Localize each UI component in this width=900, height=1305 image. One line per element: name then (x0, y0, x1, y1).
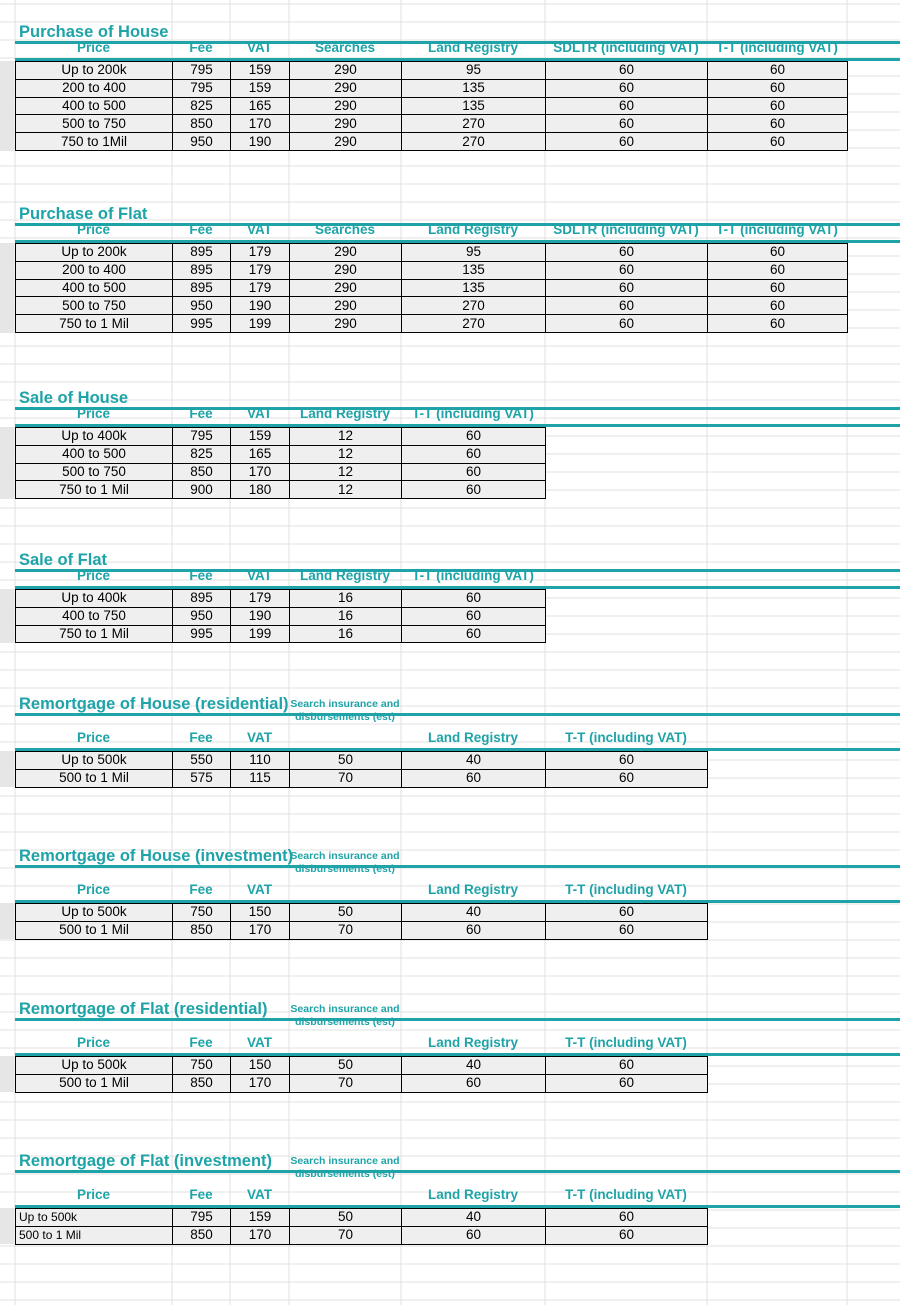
section-title: Remortgage of House (residential) (19, 695, 289, 713)
table-cell[interactable]: 60 (708, 244, 848, 262)
table-cell[interactable]: 850 (173, 1226, 231, 1244)
table-cell[interactable]: 159 (231, 79, 290, 97)
table-cell[interactable]: 170 (231, 1226, 290, 1244)
table-cell[interactable]: Up to 400k (16, 590, 173, 608)
header-search-insurance: Search insurance and disbursements (est) (290, 850, 400, 875)
table-cell[interactable]: 825 (173, 97, 231, 115)
table-cell[interactable]: 110 (231, 752, 290, 770)
table-cell[interactable]: Up to 500k (16, 1057, 173, 1075)
table-row (16, 921, 708, 939)
header-vat: VAT (247, 1035, 272, 1050)
header-price: Price (76, 730, 111, 745)
header-fee: Fee (189, 882, 213, 897)
row-marker (0, 903, 14, 939)
table-cell[interactable]: 290 (290, 62, 402, 80)
table-cell[interactable]: 795 (173, 428, 231, 446)
table-cell[interactable]: 150 (231, 904, 290, 922)
table-cell[interactable]: 40 (402, 904, 546, 922)
table-cell[interactable]: 60 (546, 279, 708, 297)
table-cell[interactable]: 500 to 1 Mil (16, 921, 173, 939)
table-cell[interactable]: 190 (231, 133, 290, 151)
table-cell[interactable]: 850 (173, 463, 231, 481)
table-row (16, 79, 848, 97)
table-cell[interactable]: 60 (546, 261, 708, 279)
table-cell[interactable]: 850 (173, 1074, 231, 1092)
table-cell[interactable]: 60 (708, 279, 848, 297)
header-tt: T-T (including VAT) (716, 222, 838, 237)
section-title: Remortgage of House (investment) (19, 847, 294, 865)
section-title: Purchase of House (19, 23, 169, 41)
table-cell[interactable]: 60 (546, 133, 708, 151)
table-cell[interactable]: 60 (708, 79, 848, 97)
table-row (16, 904, 708, 922)
table-cell[interactable]: 290 (290, 279, 402, 297)
table-cell[interactable]: 95 (402, 62, 546, 80)
header-tt: T-T (including VAT) (412, 568, 534, 583)
table-cell[interactable]: 500 to 750 (16, 115, 173, 133)
header-tt: T-T (including VAT) (565, 882, 687, 897)
table-cell[interactable]: 60 (402, 625, 546, 643)
table-cell[interactable]: 290 (290, 79, 402, 97)
table-cell[interactable]: 16 (290, 590, 402, 608)
table-row (16, 115, 848, 133)
table-cell[interactable]: 115 (231, 769, 290, 787)
table-cell[interactable]: 12 (290, 481, 402, 499)
price-table (15, 243, 848, 333)
table-cell[interactable]: 70 (290, 921, 402, 939)
table-row (16, 133, 848, 151)
table-cell[interactable]: 60 (546, 315, 708, 333)
header-price: Price (76, 882, 111, 897)
table-cell[interactable]: 50 (290, 752, 402, 770)
header-land-registry: Land Registry (427, 1035, 519, 1050)
table-cell[interactable]: 135 (402, 261, 546, 279)
table-cell[interactable]: 850 (173, 115, 231, 133)
table-cell[interactable]: 270 (402, 115, 546, 133)
header-land-registry: Land Registry (427, 1187, 519, 1202)
price-table (15, 589, 546, 643)
table-cell[interactable]: 900 (173, 481, 231, 499)
header-fee: Fee (189, 1035, 213, 1050)
table-cell[interactable]: 60 (546, 752, 708, 770)
header-fee: Fee (189, 40, 213, 55)
table-cell[interactable]: 199 (231, 315, 290, 333)
header-price: Price (76, 222, 111, 237)
price-table (15, 61, 848, 151)
table-cell[interactable]: 150 (231, 1057, 290, 1075)
section-title: Purchase of Flat (19, 205, 148, 223)
header-sdltr: SDLTR (including VAT) (553, 40, 699, 55)
table-cell[interactable]: Up to 200k (16, 244, 173, 262)
table-cell[interactable]: 750 (173, 1057, 231, 1075)
section-title: Remortgage of Flat (investment) (19, 1152, 273, 1170)
table-cell[interactable]: 400 to 750 (16, 607, 173, 625)
table-cell[interactable]: 895 (173, 279, 231, 297)
table-cell[interactable]: 60 (546, 79, 708, 97)
header-vat: VAT (247, 882, 272, 897)
table-cell[interactable]: 270 (402, 297, 546, 315)
header-tt: T-T (including VAT) (565, 1035, 687, 1050)
header-price: Price (76, 568, 111, 583)
table-cell[interactable]: 179 (231, 279, 290, 297)
table-cell[interactable]: 60 (546, 244, 708, 262)
header-fee: Fee (189, 730, 213, 745)
header-fee: Fee (189, 406, 213, 421)
table-cell[interactable]: 400 to 500 (16, 97, 173, 115)
table-cell[interactable]: 60 (402, 1074, 546, 1092)
table-row (16, 1074, 708, 1092)
header-tt: T-T (including VAT) (716, 40, 838, 55)
table-cell[interactable]: 60 (546, 904, 708, 922)
table-cell[interactable]: Up to 200k (16, 62, 173, 80)
header-land-registry: Land Registry (427, 882, 519, 897)
header-searches: Searches (314, 222, 376, 237)
table-cell[interactable]: 500 to 1 Mil (16, 1074, 173, 1092)
title-underline (15, 865, 900, 868)
table-cell[interactable]: 60 (708, 261, 848, 279)
table-cell[interactable]: 290 (290, 133, 402, 151)
table-cell[interactable]: 750 (173, 904, 231, 922)
table-cell[interactable]: 825 (173, 445, 231, 463)
table-cell[interactable]: 40 (402, 1057, 546, 1075)
title-underline (15, 1018, 900, 1021)
table-row (16, 315, 848, 333)
table-cell[interactable]: 60 (708, 97, 848, 115)
table-cell[interactable]: 50 (290, 904, 402, 922)
header-sdltr: SDLTR (including VAT) (553, 222, 699, 237)
title-underline (15, 713, 900, 716)
header-price: Price (76, 40, 111, 55)
table-cell[interactable]: 199 (231, 625, 290, 643)
table-cell[interactable]: 850 (173, 921, 231, 939)
table-cell[interactable]: 170 (231, 1074, 290, 1092)
table-cell[interactable]: 60 (708, 297, 848, 315)
header-vat: VAT (247, 222, 272, 237)
table-cell[interactable]: 750 to 1 Mil (16, 625, 173, 643)
table-cell[interactable]: Up to 500k (16, 1209, 173, 1227)
table-row (16, 279, 848, 297)
row-marker (0, 589, 14, 643)
table-row (16, 244, 848, 262)
header-price: Price (76, 1035, 111, 1050)
row-marker (0, 751, 14, 787)
row-marker (0, 1056, 14, 1092)
table-row (16, 607, 546, 625)
header-vat: VAT (247, 40, 272, 55)
table-cell[interactable]: 60 (546, 1057, 708, 1075)
table-cell[interactable]: 60 (402, 590, 546, 608)
table-row (16, 590, 546, 608)
price-table (15, 1056, 708, 1093)
table-cell[interactable]: 12 (290, 445, 402, 463)
table-cell[interactable]: 270 (402, 315, 546, 333)
table-cell[interactable]: 190 (231, 297, 290, 315)
table-cell[interactable]: 290 (290, 315, 402, 333)
row-marker (0, 427, 14, 499)
header-search-insurance: Search insurance and disbursements (est) (290, 698, 400, 723)
header-search-insurance: Search insurance and disbursements (est) (290, 1003, 400, 1028)
table-cell[interactable]: 750 to 1 Mil (16, 481, 173, 499)
table-cell[interactable]: 290 (290, 244, 402, 262)
header-fee: Fee (189, 222, 213, 237)
table-cell[interactable]: Up to 500k (16, 752, 173, 770)
table-cell[interactable]: 60 (546, 115, 708, 133)
table-cell[interactable]: 290 (290, 97, 402, 115)
header-land-registry: Land Registry (299, 568, 391, 583)
table-cell[interactable]: 60 (546, 62, 708, 80)
table-cell[interactable]: 750 to 1 Mil (16, 315, 173, 333)
row-marker (0, 243, 14, 333)
table-cell[interactable]: 60 (708, 315, 848, 333)
table-cell[interactable]: 165 (231, 445, 290, 463)
table-cell[interactable]: 70 (290, 1226, 402, 1244)
table-row (16, 62, 848, 80)
table-row (16, 625, 546, 643)
table-cell[interactable]: 500 to 750 (16, 297, 173, 315)
section-title: Sale of House (19, 389, 129, 407)
table-row (16, 428, 546, 446)
header-price: Price (76, 406, 111, 421)
table-cell[interactable]: 575 (173, 769, 231, 787)
header-vat: VAT (247, 406, 272, 421)
table-cell[interactable]: 895 (173, 261, 231, 279)
table-cell[interactable]: 895 (173, 590, 231, 608)
price-table (15, 427, 546, 499)
header-vat: VAT (247, 1187, 272, 1202)
table-cell[interactable]: 60 (546, 1226, 708, 1244)
table-cell[interactable]: 60 (546, 97, 708, 115)
header-fee: Fee (189, 568, 213, 583)
header-tt: T-T (including VAT) (412, 406, 534, 421)
table-cell[interactable]: 60 (708, 115, 848, 133)
table-cell[interactable]: 50 (290, 1057, 402, 1075)
table-cell[interactable]: Up to 400k (16, 428, 173, 446)
table-cell[interactable]: 60 (546, 769, 708, 787)
header-fee: Fee (189, 1187, 213, 1202)
table-cell[interactable]: 995 (173, 315, 231, 333)
table-row (16, 463, 546, 481)
table-cell[interactable]: 60 (546, 297, 708, 315)
header-tt: T-T (including VAT) (565, 730, 687, 745)
table-cell[interactable]: 50 (290, 1209, 402, 1227)
table-row (16, 769, 708, 787)
table-cell[interactable]: 135 (402, 279, 546, 297)
table-cell[interactable]: 895 (173, 244, 231, 262)
header-searches: Searches (314, 40, 376, 55)
table-cell[interactable]: 179 (231, 590, 290, 608)
table-cell[interactable]: 950 (173, 297, 231, 315)
table-cell[interactable]: 60 (546, 1209, 708, 1227)
row-marker (0, 1208, 14, 1244)
table-cell[interactable]: 70 (290, 769, 402, 787)
header-tt: T-T (including VAT) (565, 1187, 687, 1202)
table-cell[interactable]: 135 (402, 79, 546, 97)
table-cell[interactable]: 180 (231, 481, 290, 499)
table-cell[interactable]: 170 (231, 115, 290, 133)
table-cell[interactable]: 159 (231, 1209, 290, 1227)
table-cell[interactable]: 950 (173, 607, 231, 625)
header-land-registry: Land Registry (427, 222, 519, 237)
header-vat: VAT (247, 568, 272, 583)
table-cell[interactable]: 159 (231, 428, 290, 446)
table-cell[interactable]: 60 (402, 463, 546, 481)
table-cell[interactable]: 550 (173, 752, 231, 770)
table-cell[interactable]: 290 (290, 115, 402, 133)
table-row (16, 297, 848, 315)
table-cell[interactable]: 170 (231, 921, 290, 939)
table-cell[interactable]: 750 to 1Mil (16, 133, 173, 151)
header-land-registry: Land Registry (427, 730, 519, 745)
table-cell[interactable]: 60 (708, 62, 848, 80)
price-table (15, 1208, 708, 1245)
table-cell[interactable]: 290 (290, 297, 402, 315)
table-row (16, 481, 546, 499)
table-row (16, 261, 848, 279)
table-cell[interactable]: 12 (290, 428, 402, 446)
table-cell[interactable]: 60 (402, 921, 546, 939)
table-cell[interactable]: 270 (402, 133, 546, 151)
table-cell[interactable]: 60 (402, 445, 546, 463)
table-cell[interactable]: 179 (231, 261, 290, 279)
table-cell[interactable]: 95 (402, 244, 546, 262)
table-cell[interactable]: 60 (402, 481, 546, 499)
table-cell[interactable]: 170 (231, 463, 290, 481)
table-cell[interactable]: 995 (173, 625, 231, 643)
table-cell[interactable]: 60 (402, 607, 546, 625)
table-cell[interactable]: 795 (173, 62, 231, 80)
table-cell[interactable]: 60 (402, 428, 546, 446)
section-title: Sale of Flat (19, 551, 108, 569)
table-row (16, 752, 708, 770)
header-land-registry: Land Registry (299, 406, 391, 421)
table-cell[interactable]: 500 to 1 Mil (16, 1226, 173, 1244)
table-cell[interactable]: 950 (173, 133, 231, 151)
table-cell[interactable]: 159 (231, 62, 290, 80)
table-cell[interactable]: 135 (402, 97, 546, 115)
table-cell[interactable]: 400 to 500 (16, 445, 173, 463)
table-cell[interactable]: 70 (290, 1074, 402, 1092)
section-title: Remortgage of Flat (residential) (19, 1000, 268, 1018)
header-land-registry: Land Registry (427, 40, 519, 55)
header-vat: VAT (247, 730, 272, 745)
header-price: Price (76, 1187, 111, 1202)
row-marker (0, 61, 14, 151)
table-cell[interactable]: 60 (546, 1074, 708, 1092)
table-cell[interactable]: 200 to 400 (16, 79, 173, 97)
table-cell[interactable]: 16 (290, 607, 402, 625)
table-cell[interactable]: 795 (173, 79, 231, 97)
price-table (15, 903, 708, 940)
table-row (16, 1057, 708, 1075)
table-cell[interactable]: 60 (402, 1226, 546, 1244)
table-cell[interactable]: 165 (231, 97, 290, 115)
header-search-insurance: Search insurance and disbursements (est) (290, 1155, 400, 1180)
table-row (16, 97, 848, 115)
table-cell[interactable]: 500 to 1 Mil (16, 769, 173, 787)
table-row (16, 1209, 708, 1227)
table-cell[interactable]: 60 (402, 769, 546, 787)
table-cell[interactable]: 795 (173, 1209, 231, 1227)
table-cell[interactable]: 190 (231, 607, 290, 625)
table-cell[interactable]: 40 (402, 752, 546, 770)
table-row (16, 445, 546, 463)
table-cell[interactable]: 40 (402, 1209, 546, 1227)
price-table (15, 751, 708, 788)
table-cell[interactable]: 60 (708, 133, 848, 151)
table-cell[interactable]: 12 (290, 463, 402, 481)
table-cell[interactable]: Up to 500k (16, 904, 173, 922)
table-cell[interactable]: 16 (290, 625, 402, 643)
table-row (16, 1226, 708, 1244)
table-cell[interactable]: 200 to 400 (16, 261, 173, 279)
table-cell[interactable]: 60 (546, 921, 708, 939)
table-cell[interactable]: 500 to 750 (16, 463, 173, 481)
table-cell[interactable]: 179 (231, 244, 290, 262)
title-underline (15, 1170, 900, 1173)
table-cell[interactable]: 400 to 500 (16, 279, 173, 297)
table-cell[interactable]: 290 (290, 261, 402, 279)
